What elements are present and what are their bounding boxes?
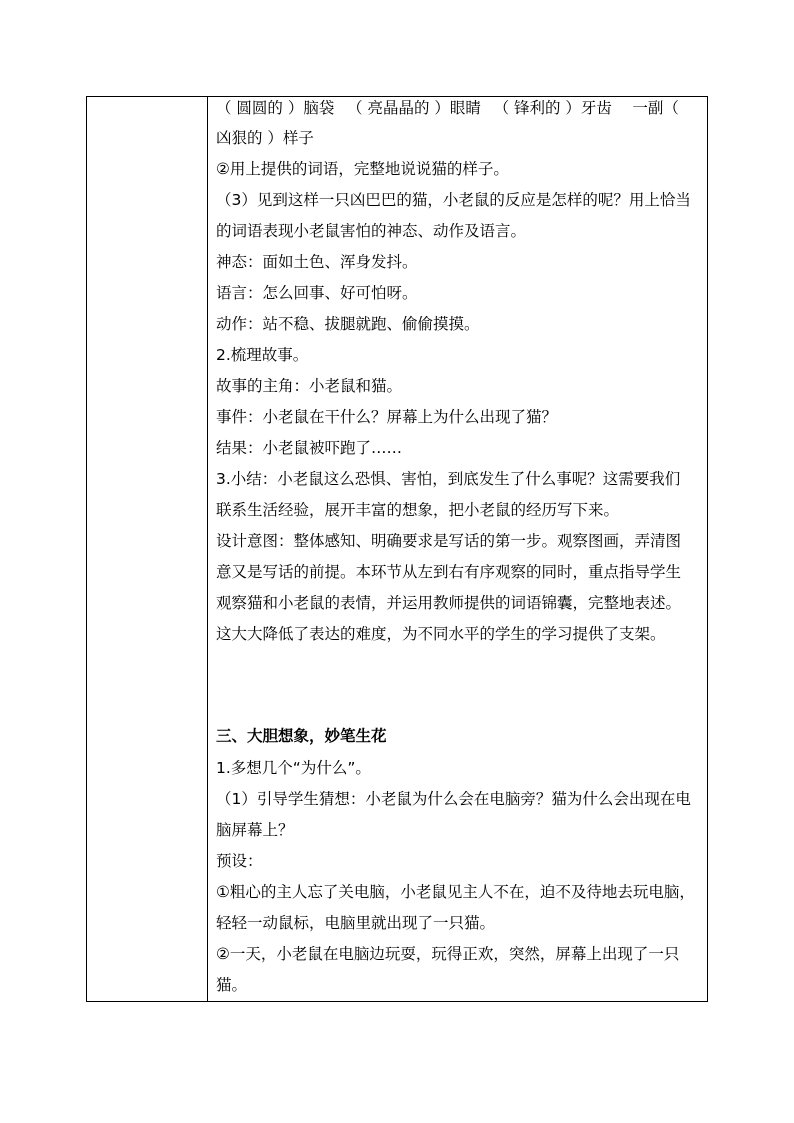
text-line: （ 圆圆的 ）脑袋 （ 亮晶晶的 ）眼睛 （ 锋利的 ）牙齿 一副（ (216, 99, 679, 117)
text-line: 猫。 (216, 976, 248, 994)
text-line: 的词语表现小老鼠害怕的神态、动作及语言。 (216, 222, 527, 240)
text-line: （3）见到这样一只凶巴巴的猫，小老鼠的反应是怎样的呢？用上恰当 (216, 191, 691, 209)
text-line: 动作：站不稳、拔腿就跑、偷偷摸摸。 (216, 315, 480, 333)
text-line: 2.梳理故事。 (216, 346, 309, 364)
text-line: 凶狠的 ）样子 (216, 129, 314, 147)
text-line: 轻轻一动鼠标，电脑里就出现了一只猫。 (216, 914, 496, 932)
text-line: 脑屏幕上？ (216, 821, 294, 839)
lesson-table (86, 96, 708, 1002)
text-line: （1）引导学生猜想：小老鼠为什么会在电脑旁？猫为什么会出现在电 (216, 790, 691, 808)
text-line: 设计意图：整体感知、明确要求是写话的第一步。观察图画，弄清图 (216, 532, 682, 550)
text-line: 语言：怎么回事、好可怕呀。 (216, 284, 418, 302)
text-line: 故事的主角：小老鼠和猫。 (216, 377, 403, 395)
section-heading: 三、大胆想象，妙笔生花 (216, 727, 387, 745)
text-line: ②一天，小老鼠在电脑边玩耍，玩得正欢，突然，屏幕上出现了一只 (216, 945, 680, 963)
text-line: 1.多想几个“为什么”。 (216, 759, 371, 777)
text-line: 事件：小老鼠在干什么？屏幕上为什么出现了猫？ (216, 408, 558, 426)
text-line: 结果：小老鼠被吓跑了…… (216, 439, 403, 457)
text-line: 神态：面如土色、浑身发抖。 (216, 253, 418, 271)
text-line: ①粗心的主人忘了关电脑，小老鼠见主人不在，迫不及待地去玩电脑， (216, 883, 695, 901)
text-line: 联系生活经验，展开丰富的想象，把小老鼠的经历写下来。 (216, 501, 620, 519)
text-line: 这大大降低了表达的难度，为不同水平的学生的学习提供了支架。 (216, 625, 666, 643)
text-line: 意又是写话的前提。本环节从左到右有序观察的同时，重点指导学生 (216, 563, 682, 581)
text-line: 预设： (216, 852, 263, 870)
text-line: ②用上提供的词语，完整地说说猫的样子。 (216, 160, 509, 178)
text-line: 观察猫和小老鼠的表情，并运用教师提供的词语锦囊，完整地表述。 (216, 594, 682, 612)
lesson-content-column (216, 97, 702, 1001)
text-line: 3.小结：小老鼠这么恐惧、害怕，到底发生了什么事呢？这需要我们 (216, 470, 681, 488)
lesson-step-column (87, 97, 208, 1001)
